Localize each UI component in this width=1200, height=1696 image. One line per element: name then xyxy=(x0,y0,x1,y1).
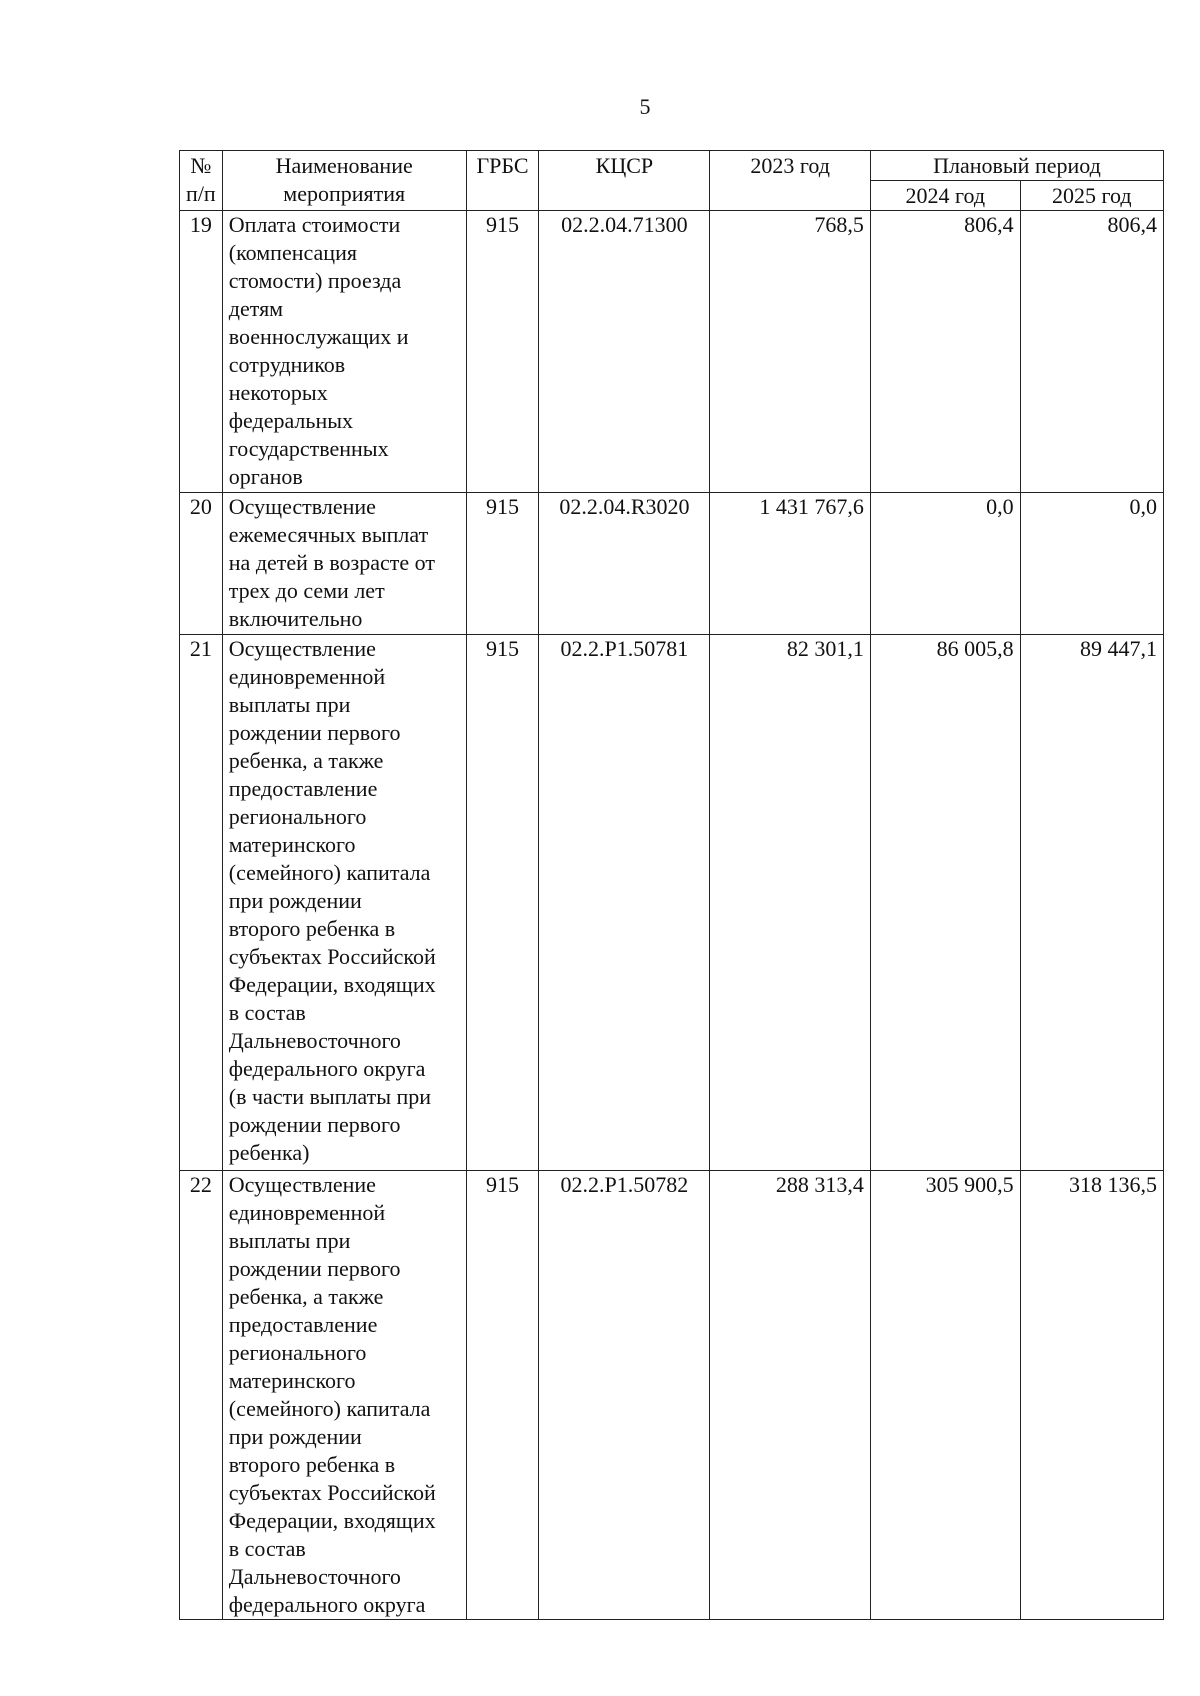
row-value-2025: 318 136,5 xyxy=(1020,1171,1163,1620)
row-value-2023: 768,5 xyxy=(710,211,870,493)
header-year-2023: 2023 год xyxy=(710,151,870,211)
row-value-2025: 0,0 xyxy=(1020,493,1163,635)
row-value-2023: 1 431 767,6 xyxy=(710,493,870,635)
header-year-2024: 2024 год xyxy=(870,181,1020,211)
row-kcsr: 02.2.Р1.50782 xyxy=(539,1171,710,1620)
row-value-2023: 288 313,4 xyxy=(710,1171,870,1620)
row-name: Осуществление единовременной выплаты при рождении первого ребенка, а также предоставление регионального материнского (семейного) капитала при рождении второго ребенка в субъектах Российской Федерации, входящих в состав Дальневосточного федерального округа xyxy=(222,1171,466,1620)
table-row xyxy=(180,493,1164,635)
row-value-2023: 82 301,1 xyxy=(710,635,870,1171)
row-value-2024: 86 005,8 xyxy=(870,635,1020,1171)
header-kcsr: КЦСР xyxy=(539,151,710,211)
budget-table xyxy=(179,150,1164,1620)
row-value-2024: 806,4 xyxy=(870,211,1020,493)
page-number: 5 xyxy=(639,94,651,119)
row-name: Осуществление ежемесячных выплат на детей в возрасте от трех до семи лет включительно xyxy=(222,493,466,635)
row-name: Оплата стоимости (компенсация стомости) проезда детям военнослужащих и сотрудников некоторых федеральных государственных органов xyxy=(222,211,466,493)
row-num: 21 xyxy=(180,635,223,1171)
row-kcsr: 02.2.04.71300 xyxy=(539,211,710,493)
table-header xyxy=(180,151,1164,211)
row-num: 20 xyxy=(180,493,223,635)
header-name: Наименование мероприятия xyxy=(222,151,466,211)
table-row xyxy=(180,635,1164,1171)
row-num: 19 xyxy=(180,211,223,493)
row-kcsr: 02.2.Р1.50781 xyxy=(539,635,710,1171)
row-name: Осуществление единовременной выплаты при рождении первого ребенка, а также предоставление регионального материнского (семейного) капитала при рождении второго ребенка в субъектах Российской Федерации, входящих в состав Дальневосточного федерального округа (в части выплаты при рождении первого ребенка) xyxy=(222,635,466,1171)
row-num: 22 xyxy=(180,1171,223,1620)
row-grbs: 915 xyxy=(466,211,539,493)
header-grbs: ГРБС xyxy=(466,151,539,211)
row-value-2025: 806,4 xyxy=(1020,211,1163,493)
table-row xyxy=(180,211,1164,493)
row-value-2024: 305 900,5 xyxy=(870,1171,1020,1620)
row-grbs: 915 xyxy=(466,493,539,635)
table-row xyxy=(180,1171,1164,1620)
header-num: № п/п xyxy=(180,151,223,211)
row-value-2024: 0,0 xyxy=(870,493,1020,635)
row-grbs: 915 xyxy=(466,635,539,1171)
header-planned-period: Плановый период xyxy=(870,151,1163,181)
row-value-2025: 89 447,1 xyxy=(1020,635,1163,1171)
row-kcsr: 02.2.04.R3020 xyxy=(539,493,710,635)
header-year-2025: 2025 год xyxy=(1020,181,1163,211)
row-grbs: 915 xyxy=(466,1171,539,1620)
